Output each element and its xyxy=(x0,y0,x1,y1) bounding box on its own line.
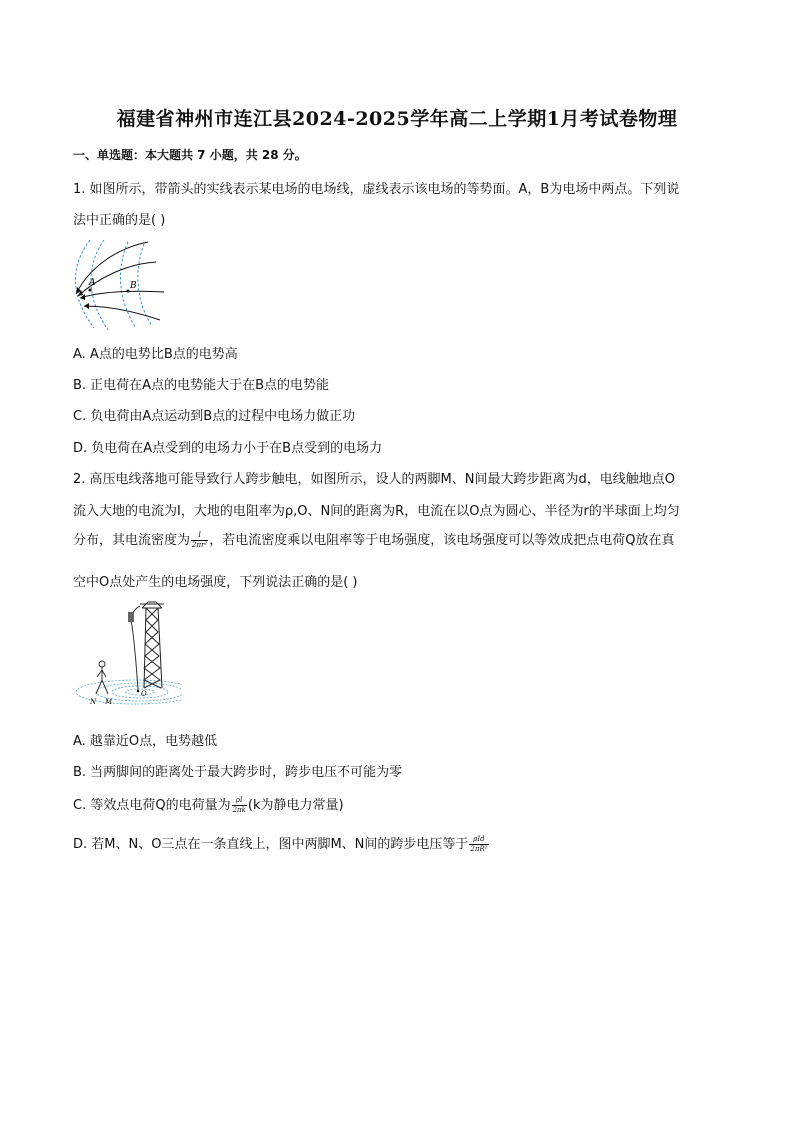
q1-label-a: A xyxy=(89,278,96,288)
q2-option-c-pre: C. 等效点电荷Q的电荷量为 xyxy=(73,798,231,813)
q1-option-a: A. A点的电势比B点的电势高 xyxy=(73,347,238,362)
q2-stem-line2: 流入大地的电流为I，大地的电阻率为ρ,O、N间的距离为R，电流在以O点为圆心、半径为r的半球面上均匀 xyxy=(73,504,680,519)
q2-option-c xyxy=(73,794,344,815)
q1-option-b: B. 正电荷在A点的电势能大于在B点的电势能 xyxy=(73,378,329,393)
current-density-numerator: I xyxy=(191,531,208,541)
q2-stem-line3-post: ，若电流密度乘以电阻率等于电场强度，该电场强度可以等效成把点电荷Q放在真 xyxy=(209,533,675,548)
voltage-numerator: ρId xyxy=(469,835,488,845)
charge-numerator: ρI xyxy=(232,796,247,806)
voltage-denominator: 2πR² xyxy=(470,845,488,853)
q1-option-d: D. 负电荷在A点受到的电场力小于在B点受到的电场力 xyxy=(73,441,383,456)
q2-tower-figure xyxy=(70,600,182,708)
q2-option-b: B. 当两脚间的距离处于最大跨步时，跨步电压不可能为零 xyxy=(73,765,403,780)
current-density-denominator: 2πr² xyxy=(192,541,208,549)
q2-option-d-pre: D. 若M、N、O三点在一条直线上，图中两脚M、N间的跨步电压等于 xyxy=(73,837,469,852)
q2-stem-line3-pre: 分布，其电流密度为 xyxy=(73,533,191,548)
q2-option-d xyxy=(73,833,490,854)
q1-field-figure xyxy=(68,236,174,334)
q1-stem-line2: 法中正确的是( ) xyxy=(73,213,166,228)
voltage-fraction xyxy=(469,835,488,854)
q1-label-b: B xyxy=(130,281,137,291)
section-heading: 一、单选题：本大题共 7 小题，共 28 分。 xyxy=(73,148,307,162)
q1-option-c: C. 负电荷由A点运动到B点的过程中电场力做正功 xyxy=(73,409,356,424)
q2-stem-line4: 空中O点处产生的电场强度，下列说法正确的是( ) xyxy=(73,575,358,590)
exam-title: 福建省神州市连江县2024-2025学年高二上学期1月考试卷物理 xyxy=(116,108,678,130)
q2-stem-line1: 2. 高压电线落地可能导致行人跨步触电，如图所示，设人的两脚M、N间最大跨步距离为d，电线触地点O xyxy=(73,472,675,487)
q2-label-m: M xyxy=(105,698,113,706)
q2-label-n: N xyxy=(90,698,97,706)
q2-option-a: A. 越靠近O点，电势越低 xyxy=(73,734,218,749)
current-density-fraction xyxy=(191,531,208,550)
q2-stem-line3 xyxy=(73,529,674,550)
q2-label-o: O xyxy=(141,690,147,698)
charge-denominator: 2πk xyxy=(232,806,246,814)
charge-fraction xyxy=(232,796,247,815)
q2-option-c-post: (k为静电力常量) xyxy=(247,798,344,813)
q1-stem-line1: 1. 如图所示，带箭头的实线表示某电场的电场线，虚线表示该电场的等势面。A，B为电场中两点。下列说 xyxy=(73,182,680,197)
